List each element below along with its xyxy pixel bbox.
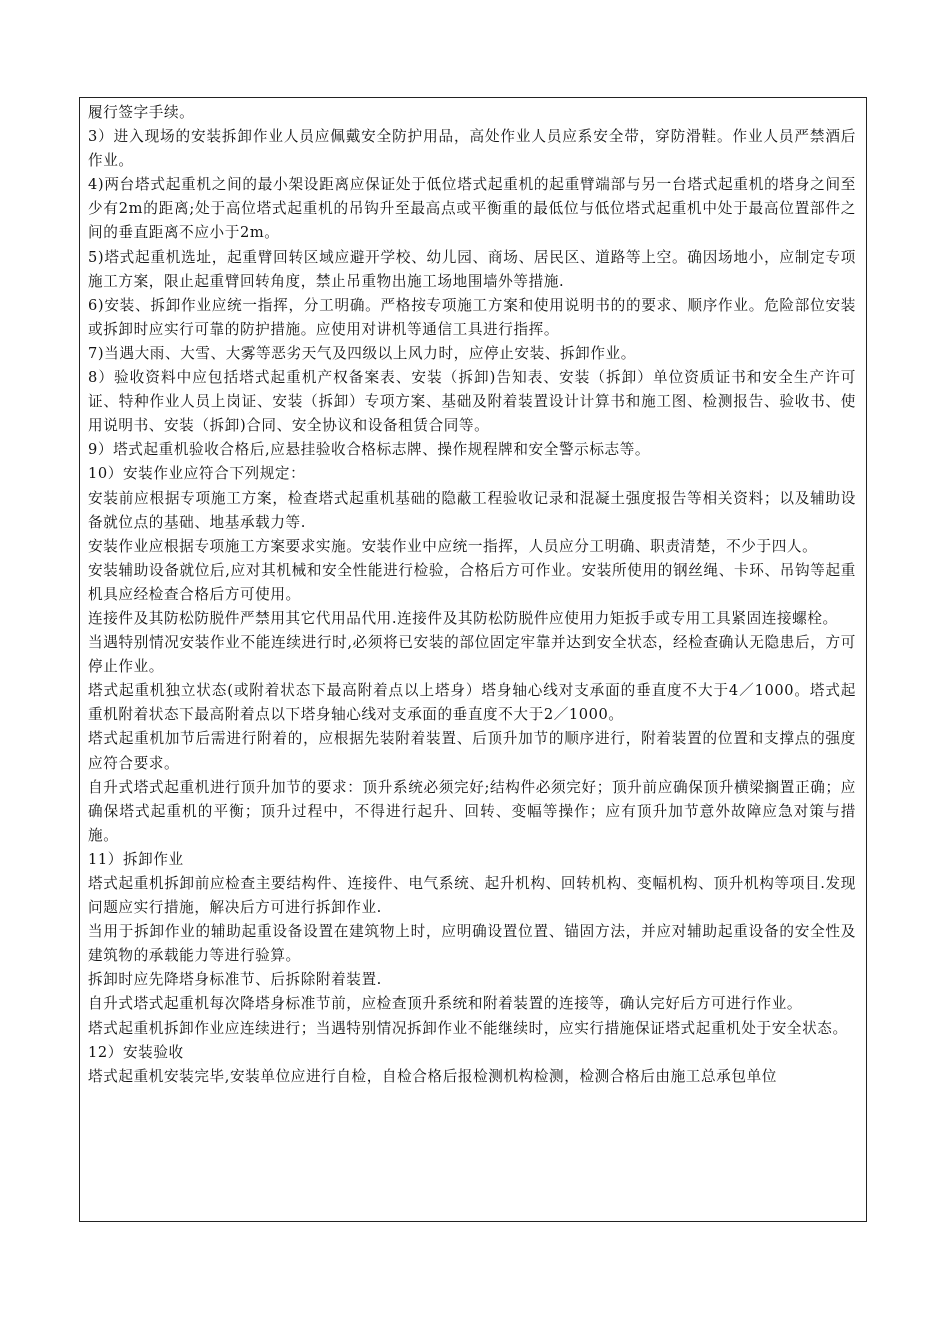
- paragraph-9-signage: 9）塔式起重机验收合格后,应悬挂验收合格标志牌、操作规程牌和安全警示标志等。: [88, 441, 651, 459]
- paragraph-4-crane-distance: 4)两台塔式起重机之间的最小架设距离应保证处于低位塔式起重机的起重臂端部与另一台塔式起重机的塔身之间至少有2m的距离;处于高位塔式起重机的吊钩升至最高点或平衡重的最低位与低位塔式起重机中处于最高位置部件之间的垂直距离不应小于2m。: [88, 176, 856, 242]
- paragraph-10-connectors: 连接件及其防松防脱件严禁用其它代用品代用.连接件及其防松防脱件应使用力矩扳手或专用工具紧固连接螺栓。: [88, 609, 838, 627]
- paragraph-11-continuous-dismantling: 塔式起重机拆卸作业应连续进行；当遇特别情况拆卸作业不能继续时，应实行措施保证塔式起重机处于安全状态。: [88, 1019, 848, 1037]
- paragraph-8-acceptance-documents: 8）验收资料中应包括塔式起重机产权备案表、安装（拆卸)告知表、安装（拆卸）单位资质证书和安全生产许可证、特种作业人员上岗证、安装（拆卸）专项方案、基础及附着装置设计计算书和施工图、检测报告、验收书、使用说明书、安装（拆卸)合同、安全协议和设备租赁合同等。: [88, 369, 856, 435]
- paragraph-5-site-selection: 5)塔式起重机选址，起重臂回转区域应避开学校、幼儿园、商场、居民区、道路等上空。确因场地小，应制定专项施工方案，限止起重臂回转角度，禁止吊重物出施工场地围墙外等措施.: [88, 248, 856, 290]
- paragraph-3-protective-equipment: 3）进入现场的安装拆卸作业人员应佩戴安全防护用品，高处作业人员应系安全带，穿防滑鞋。作业人员严禁酒后作业。: [88, 128, 856, 170]
- paragraph-sign-procedure: 履行签字手续。: [88, 104, 195, 121]
- paragraph-12-self-inspection: 塔式起重机安装完毕,安装单位应进行自检，自检合格后报检测机构检测，检测合格后由施工总承包单位: [88, 1067, 777, 1085]
- document-body: [88, 101, 856, 1089]
- section-10-heading: 10）安装作业应符合下列规定：: [88, 465, 306, 483]
- document-frame: [79, 97, 867, 1222]
- paragraph-6-unified-command: 6)安装、拆卸作业应统一指挥，分工明确。严格按专项施工方案和使用说明书的的要求、顺序作业。危险部位安装或拆卸时应实行可靠的防护措施。应使用对讲机等通信工具进行指挥。: [88, 296, 856, 338]
- paragraph-11-dismantling-order: 拆卸时应先降塔身标准节、后拆除附着装置.: [88, 971, 382, 989]
- paragraph-10-attachment-order: 塔式起重机加节后需进行附着的，应根据先装附着装置、后顶升加节的顺序进行，附着装置的位置和支撑点的强度应符合要求。: [88, 730, 856, 772]
- paragraph-10-verticality: 塔式起重机独立状态(或附着状态下最高附着点以上塔身）塔身轴心线对支承面的垂直度不大于4／1000。塔式起重机附着状态下最高附着点以下塔身轴心线对支承面的垂直度不大于2／1000。: [88, 682, 856, 724]
- paragraph-11-lowering-check: 自升式塔式起重机每次降塔身标准节前，应检查顶升系统和附着装置的连接等，确认完好后方可进行作业。: [88, 995, 803, 1013]
- paragraph-7-bad-weather: 7)当遇大雨、大雪、大雾等恶劣天气及四级以上风力时，应停止安装、拆卸作业。: [88, 344, 636, 362]
- paragraph-10-jacking-requirements: 自升式塔式起重机进行顶升加节的要求：顶升系统必须完好;结构件必须完好；顶升前应确保顶升横梁搁置正确；应确保塔式起重机的平衡；顶升过程中，不得进行起升、回转、变幅等操作；应有顶升加节意外故障应急对策与措施。: [88, 778, 856, 844]
- paragraph-11-auxiliary-on-building: 当用于拆卸作业的辅助起重设备设置在建筑物上时，应明确设置位置、锚固方法，并应对辅助起重设备的安全性及建筑物的承载能力等进行验算。: [88, 923, 856, 965]
- section-11-heading: 11）拆卸作业: [88, 850, 184, 868]
- paragraph-10-pre-installation-check: 安装前应根据专项施工方案，检查塔式起重机基础的隐蔽工程验收记录和混凝土强度报告等相关资料；以及辅助设备就位点的基础、地基承载力等.: [88, 489, 856, 531]
- paragraph-11-pre-dismantling-check: 塔式起重机拆卸前应检查主要结构件、连接件、电气系统、起升机构、回转机构、变幅机构、顶升机构等项目.发现问题应实行措施，解决后方可进行拆卸作业.: [88, 875, 856, 917]
- paragraph-10-installation-staffing: 安装作业应根据专项施工方案要求实施。安装作业中应统一指挥，人员应分工明确、职责清楚，不少于四人。: [88, 537, 818, 555]
- section-12-heading: 12）安装验收: [88, 1043, 184, 1061]
- paragraph-10-auxiliary-equipment: 安装辅助设备就位后,应对其机械和安全性能进行检验，合格后方可作业。安装所使用的钢丝绳、卡环、吊钩等起重机具应经检查合格后方可使用。: [88, 561, 856, 603]
- paragraph-10-interrupted-installation: 当遇特别情况安装作业不能连续进行时,必须将已安装的部位固定牢靠并达到安全状态，经检查确认无隐患后，方可停止作业。: [88, 634, 856, 676]
